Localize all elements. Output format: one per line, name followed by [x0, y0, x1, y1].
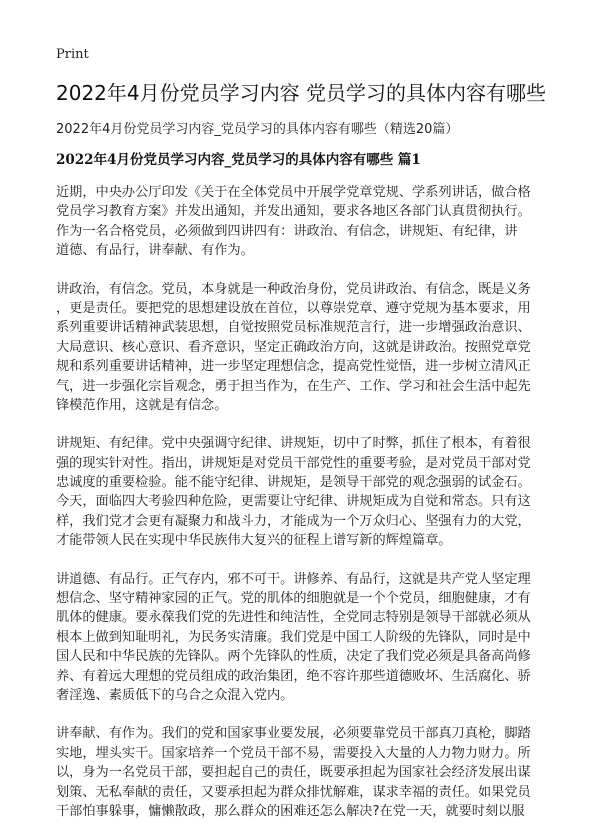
text-line: 忠诚度的重要检验。能不能守纪律、讲规矩，是领导干部党的观念强弱的试金石。	[56, 475, 531, 491]
text-line: 锋模范作用，这就是有信念。	[56, 397, 228, 413]
text-line: 讲政治，有信念。党员，本身就是一种政治身份，党员讲政治、有信念，既是义务	[56, 281, 531, 297]
section-heading: 2022年4月份党员学习内容_党员学习的具体内容有哪些 篇1	[56, 152, 421, 168]
paragraph	[56, 280, 550, 416]
text-line: 强的现实针对性。指出，讲规矩是对党员干部党性的重要考验，是对党员干部对党	[56, 455, 531, 471]
text-line: 才能带领人民在实现中华民族伟大复兴的征程上谱写新的辉煌篇章。	[56, 533, 452, 549]
text-line: ，更是责任。要把党的思想建设放在首位，以尊崇党章、遵守党规为基本要求，用	[56, 300, 531, 316]
text-line: 大局意识、核心意识、看齐意识，坚定正确政治方向，这就是讲政治。按照党章党	[56, 339, 531, 355]
text-line: 气，进一步强化宗旨观念，勇于担当作为，在生产、工作、学习和社会生活中起先	[56, 378, 531, 394]
print-label[interactable]: Print	[56, 47, 89, 62]
text-line: 讲奉献、有作为。我们的党和国家事业要发展，必须要靠党员干部真刀真枪，脚踏	[56, 726, 531, 742]
paragraph	[56, 570, 550, 706]
text-line: 实地，埋头实干。国家培养一个党员干部不易，需要投入大量的人力物力财力。所	[56, 745, 531, 761]
text-line: 奢淫逸、素质低下的乌合之众混入党内。	[56, 687, 294, 703]
article-subtitle: 2022年4月份党员学习内容_党员学习的具体内容有哪些（精选20篇）	[56, 122, 459, 137]
text-line: 划策、无私奉献的责任，又要承担起为群众排忧解难，谋求幸福的责任。如果党员	[56, 784, 531, 800]
text-line: 想信念、坚守精神家园的正气。党的肌体的细胞就是一个个党员，细胞健康，才有	[56, 591, 531, 607]
paragraph	[56, 183, 550, 261]
text-line: 肌体的健康。要永葆我们党的先进性和纯洁性，全党同志特别是领导干部就必须从	[56, 610, 531, 626]
text-line: 作为一名合格党员，必须做到四讲四有：讲政治、有信念，讲规矩、有纪律，讲	[56, 223, 518, 239]
text-line: 近期，中央办公厅印发《关于在全体党员中开展学党章党规、学系列讲话，做合格	[56, 185, 531, 200]
text-line: 系列重要讲话精神武装思想，自觉按照党员标准规范言行，进一步增强政治意识、	[56, 320, 531, 336]
text-line: 国人民和中华民族的先锋队。两个先锋队的性质，决定了我们党必须是具备高尚修	[56, 649, 531, 665]
text-line: 根本上做到知耻明礼，为民务实清廉。我们党是中国工人阶级的先锋队，同时是中	[56, 629, 531, 645]
paragraph	[56, 724, 550, 821]
text-line: 以，身为一名党员干部，要担起自己的责任，既要承担起为国家社会经济发展出谋	[56, 765, 531, 781]
text-line: 样，我们党才会更有凝聚力和战斗力，才能成为一个万众归心、坚强有力的大党，	[56, 513, 531, 529]
text-line: 讲规矩、有纪律。党中央强调守纪律、讲规矩，切中了时弊，抓住了根本，有着很	[56, 436, 531, 452]
text-line: 道德、有品行，讲奉献、有作为。	[56, 243, 254, 259]
page-title: 2022年4月份党员学习内容 党员学习的具体内容有哪些	[56, 81, 546, 105]
text-line: 党员学习教育方案》并发出通知，并发出通知，要求各地区各部门认真贯彻执行。	[56, 204, 531, 220]
text-line: 今天，面临四大考验四种危险，更需要让守纪律、讲规矩成为自觉和常态。只有这	[56, 494, 531, 510]
text-line: 养、有着远大理想的党员组成的政治集团，绝不容许那些道德败坏、生活腐化、骄	[56, 668, 531, 684]
article-body	[56, 183, 550, 840]
paragraph	[56, 434, 550, 550]
text-line: 讲道德、有品行。正气存内，邪不可干。讲修养、有品行，这就是共产党人坚定理	[56, 571, 531, 587]
text-line: 规和系列重要讲话精神，进一步坚定理想信念，提高党性觉悟，进一步树立清风正	[56, 359, 531, 375]
text-line: 干部怕事躲事，慵懒散政，那么群众的困难还怎么解决?在党一天，就要时刻以服	[56, 803, 525, 819]
